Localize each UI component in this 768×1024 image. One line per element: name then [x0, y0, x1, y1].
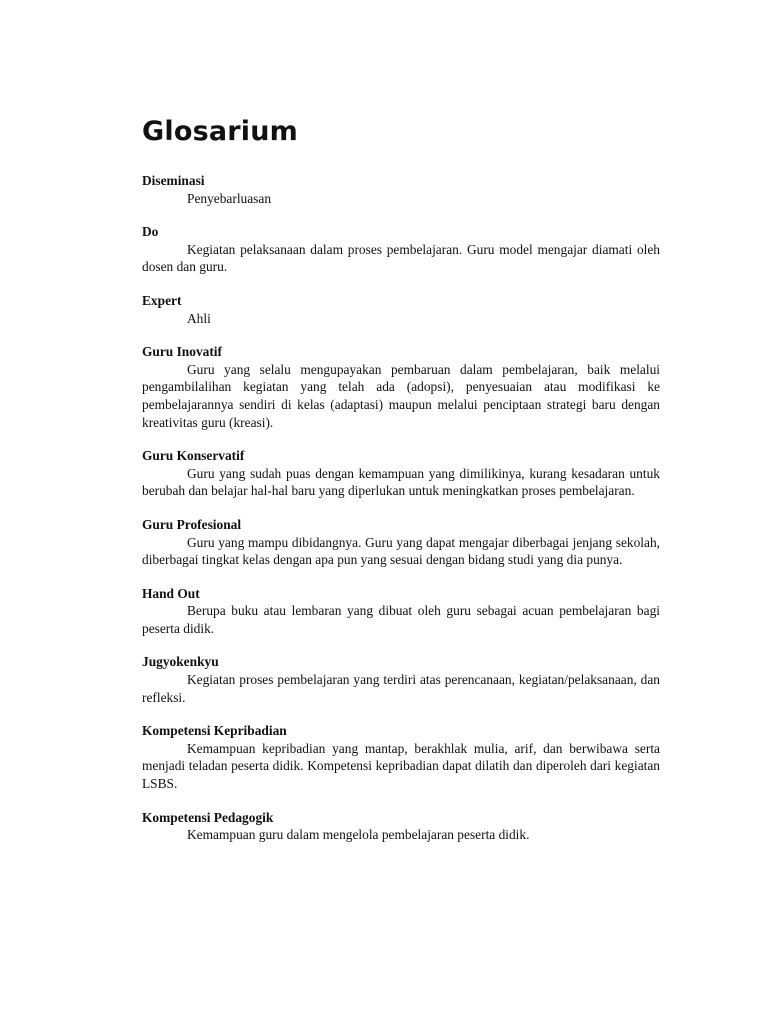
document-page [142, 112, 660, 860]
glossary-definition: Ahli [187, 310, 211, 326]
glossary-definition: Guru yang selalu mengupayakan pembaruan dalam pembelajaran, baik melalui pengambilalihan kegiatan yang telah ada (adopsi), penyesuaian atau modifikasi ke pembelajarannya sendiri di kelas (adaptasi) maupun melalui penciptaan strategi baru dengan kreativitas guru (kreasi). [142, 361, 660, 430]
glossary-term: Diseminasi [142, 173, 205, 188]
glossary-term: Guru Inovatif [142, 344, 222, 360]
glossary-term: Guru Profesional [142, 516, 242, 532]
glossary-term: Kompetensi Kepribadian [142, 723, 287, 739]
glossary-definition: Kegiatan pelaksanaan dalam proses pembelajaran. Guru model mengajar diamati oleh dosen dan guru. [142, 241, 660, 275]
glossary-definition: Kegiatan proses pembelajaran yang terdiri atas perencanaan, kegiatan/pelaksanaan, dan refleksi. [142, 672, 660, 705]
glossary-definition: Kemampuan guru dalam mengelola pembelajaran peserta didik. [187, 827, 530, 843]
glossary-entry [142, 653, 660, 706]
glossary-definition: Kemampuan kepribadian yang mantap, berakhlak mulia, arif, dan berwibawa serta menjadi teladan peserta didik. Kompetensi kepribadian dapat dilatih dan diperoleh dari kegiatan LSBS. [142, 740, 660, 792]
glossary-entry [142, 809, 660, 844]
glossary-definition: Guru yang mampu dibidangnya. Guru yang dapat mengajar diberbagai jenjang sekolah, diberbagai tingkat kelas dengan apa pun yang sesuai dengan bidang studi yang dia punya. [142, 534, 660, 568]
glossary-definition: Berupa buku atau lembaran yang dibuat oleh guru sebagai acuan pembelajaran bagi peserta didik. [142, 603, 660, 636]
page-title: Glosarium [142, 116, 298, 147]
glossary-entry [142, 292, 660, 327]
glossary-term: Do [142, 224, 159, 240]
glossary-term: Jugyokenkyu [142, 654, 219, 670]
glossary-term: Guru Konservatif [142, 448, 245, 464]
glossary-entry [142, 516, 660, 569]
glossary-term: Kompetensi Pedagogik [142, 809, 274, 825]
glossary-term: Expert [142, 292, 182, 308]
glossary-entry [142, 343, 660, 431]
glossary-definition: Penyebarluasan [187, 190, 272, 206]
glossary-entry [142, 722, 660, 792]
glossary-entry [142, 585, 660, 638]
glossary-entry [142, 223, 660, 276]
glossary-term: Hand Out [142, 585, 200, 601]
glossary-entry [142, 172, 660, 207]
glossary-entry [142, 447, 660, 500]
glossary-definition: Guru yang sudah puas dengan kemampuan yang dimilikinya, kurang kesadaran untuk berubah dan belajar hal-hal baru yang diperlukan untuk meningkatkan proses pembelajaran. [142, 465, 660, 499]
